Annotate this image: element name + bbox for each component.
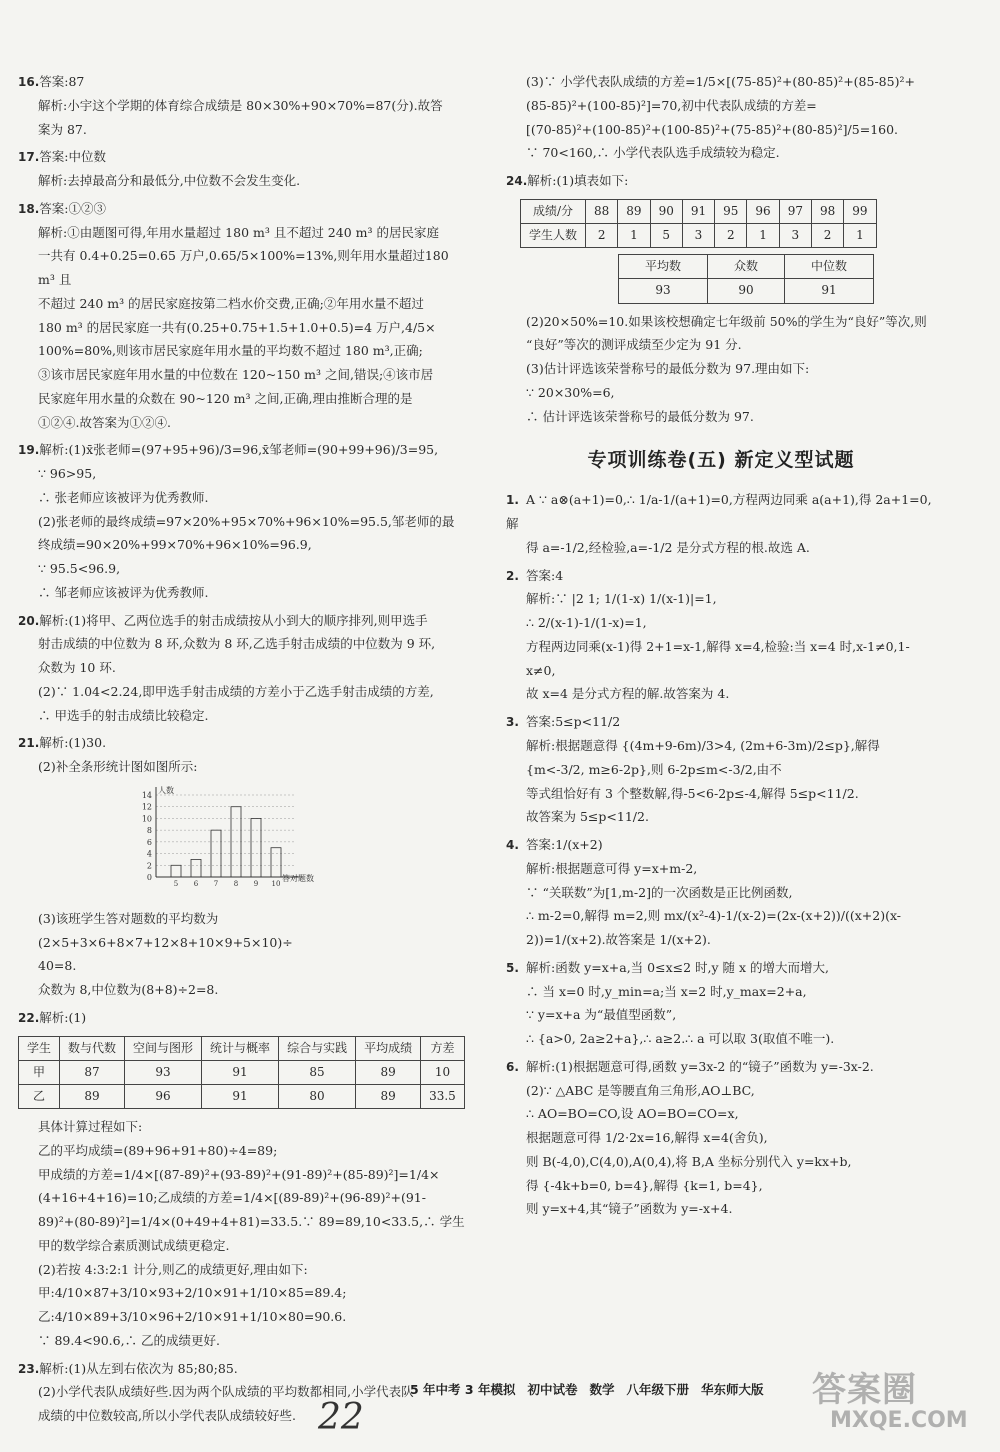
line-text: 100%=80%,则该市居民家庭年用水量的平均数不超过 180 m³,正确; xyxy=(38,343,423,359)
text-line xyxy=(18,197,466,221)
table-row xyxy=(19,1060,465,1084)
text-line xyxy=(18,118,466,142)
x-axis-label: 答对题数 xyxy=(282,874,314,884)
line-text: 解析:(1) xyxy=(39,1009,87,1025)
table-row xyxy=(619,279,874,303)
line-text: 答案:中位数 xyxy=(39,149,106,165)
table-cell: 中位数 xyxy=(785,255,874,279)
text-line xyxy=(506,141,936,165)
table-22 xyxy=(18,1036,465,1110)
text-line xyxy=(18,486,466,510)
line-text: ∴ m-2=0,解得 m=2,则 mx/(x²-4)-1/(x-2)=(2x-(x+2))/((x+2)(x-2))=1/(x+2).故答案是 1/(x+2). xyxy=(526,908,902,948)
special-2 xyxy=(506,564,936,707)
table-cell: 10 xyxy=(421,1060,465,1084)
text-line xyxy=(18,169,466,193)
text-line xyxy=(18,533,466,557)
line-text: 解析:小宇这个学期的体育综合成绩是 80×30%+90×70%=87(分).故答 xyxy=(38,97,443,113)
special-5 xyxy=(506,956,936,1051)
line-text: 根据题意可得 1/2·2x=16,解得 x=4(舍负), xyxy=(526,1130,768,1146)
x-tick-label: 10 xyxy=(271,880,281,889)
y-tick-label: 14 xyxy=(141,791,152,801)
text-line xyxy=(18,1404,466,1428)
line-text: 甲成绩的方差=1/4×[(87-89)²+(93-89)²+(91-89)²+(85-89)²]=1/4× xyxy=(38,1166,440,1182)
line-text: “良好”等次的测评成绩至少定为 91 分. xyxy=(526,337,742,353)
text-line xyxy=(506,169,936,193)
text-line xyxy=(506,310,936,334)
line-text: 得 a=-1/2,经检验,a=-1/2 是分式方程的根.故选 A. xyxy=(526,539,810,555)
text-line xyxy=(506,1197,936,1221)
table-cell: 93 xyxy=(619,279,708,303)
table-cell: 89 xyxy=(618,199,650,223)
text-line xyxy=(18,1380,466,1404)
text-line xyxy=(506,805,936,829)
table-cell: 综合与实践 xyxy=(279,1036,356,1060)
answer-21 xyxy=(18,731,466,779)
text-line xyxy=(506,587,936,611)
table-cell: 3 xyxy=(779,223,811,247)
bar xyxy=(251,818,261,877)
line-text: 解析:函数 y=x+a,当 0≤x≤2 时,y 随 x 的增大而增大, xyxy=(526,959,829,975)
line-text: 解析:①由题图可得,年用水量超过 180 m³ 且不超过 240 m³ 的居民家庭 xyxy=(38,224,439,240)
table-cell: 91 xyxy=(202,1060,279,1084)
footer-item: 5 年中考 3 年模拟 xyxy=(410,1382,516,1397)
x-tick-label: 7 xyxy=(213,880,219,889)
text-line xyxy=(18,1186,466,1210)
footer-item: 初中试卷 xyxy=(527,1382,578,1397)
question-number: 16. xyxy=(18,75,40,89)
line-text: A ∵ a⊗(a+1)=0,∴ 1/a-1/(a+1)=0,方程两边同乘 a(a+1),得 2a+1=0,解 xyxy=(506,492,932,532)
line-text: ∵ “关联数”为[1,m-2]的一次函数是正比例函数, xyxy=(526,884,793,900)
text-line xyxy=(18,978,466,1002)
answer-17 xyxy=(18,145,466,193)
text-line xyxy=(506,357,936,381)
line-text: 解析:(1)根据题意可得,函数 y=3x-2 的“镜子”函数为 y=-3x-2. xyxy=(526,1058,874,1074)
question-number: 6. xyxy=(506,1059,519,1074)
line-text: 众数为 10 环. xyxy=(38,660,116,676)
table-cell: 33.5 xyxy=(421,1084,465,1108)
question-number: 21. xyxy=(18,736,40,751)
footer-item: 华东师大版 xyxy=(701,1382,764,1397)
text-line xyxy=(506,904,936,952)
table-cell: 95 xyxy=(715,199,747,223)
text-line xyxy=(506,118,936,142)
line-text: ∴ 2/(x-1)-1/(1-x)=1, xyxy=(526,615,647,631)
text-line xyxy=(506,710,936,734)
table-cell: 2 xyxy=(715,223,747,247)
text-line xyxy=(506,1150,936,1174)
text-line xyxy=(18,1258,466,1282)
line-text: 方程两边同乘(x-1)得 2+1=x-1,解得 x=4,检验:当 x=4 时,x-1≠0,1-x≠0, xyxy=(526,638,910,678)
text-line xyxy=(506,333,936,357)
text-line xyxy=(18,1305,466,1329)
table-24-frequency xyxy=(520,199,877,248)
table-cell: 1 xyxy=(618,223,650,247)
line-text: (4+16+4+16)=10;乙成绩的方差=1/4×[(89-89)²+(96-89)²+(91- xyxy=(38,1190,426,1206)
table-cell: 2 xyxy=(811,223,843,247)
text-line xyxy=(18,1210,466,1234)
line-text: 答案:1/(x+2) xyxy=(526,837,603,853)
x-tick-label: 8 xyxy=(233,880,239,889)
special-1 xyxy=(506,488,936,559)
line-text: (85-85)²+(100-85)²]=70,初中代表队成绩的方差= xyxy=(526,97,817,113)
text-line xyxy=(506,564,936,588)
table-cell: 88 xyxy=(586,199,618,223)
line-text: ①②④.故答案为①②④. xyxy=(38,414,171,430)
line-text: [(70-85)²+(100-85)²+(100-85)²+(75-85)²+(80-85)²]/5=160. xyxy=(526,121,899,137)
text-line xyxy=(18,510,466,534)
line-text: 解析:(1)x̄张老师=(97+95+96)/3=96,x̄邹老师=(90+99+96)/3=95, xyxy=(39,442,439,458)
table-cell: 89 xyxy=(60,1084,125,1108)
table-cell: 平均数 xyxy=(619,255,708,279)
line-text: 答案:4 xyxy=(526,567,564,583)
table-cell: 平均成绩 xyxy=(356,1036,421,1060)
table-cell: 1 xyxy=(844,223,876,247)
text-line xyxy=(18,145,466,169)
line-text: 解析:(1)将甲、乙两位选手的射击成绩按从小到大的顺序排列,则甲选手 xyxy=(39,612,428,628)
line-text: 不超过 240 m³ 的居民家庭按第二档水价交费,正确;②年用水量不超过 xyxy=(38,295,424,311)
y-tick-label: 4 xyxy=(146,849,152,859)
text-line xyxy=(18,656,466,680)
text-line xyxy=(506,405,936,429)
line-text: (2)小学代表队成绩好些.因为两个队成绩的平均数都相同,小学代表队 xyxy=(38,1384,414,1400)
text-line xyxy=(506,1027,936,1051)
question-number: 17. xyxy=(18,150,40,165)
bar xyxy=(171,865,181,877)
table-cell: 5 xyxy=(650,223,682,247)
text-line xyxy=(18,704,466,728)
text-line xyxy=(18,1006,466,1030)
line-text: 解析:∵ |2 1; 1/(1-x) 1/(x-1)|=1, xyxy=(526,591,717,607)
question-number: 20. xyxy=(18,613,40,628)
table-cell: 80 xyxy=(279,1084,356,1108)
question-number: 4. xyxy=(506,838,519,853)
table-cell: 96 xyxy=(125,1084,202,1108)
table-cell: 空间与图形 xyxy=(125,1036,202,1060)
text-line xyxy=(18,1163,466,1187)
table-row xyxy=(19,1084,465,1108)
table-cell: 统计与概率 xyxy=(202,1036,279,1060)
bar-chart xyxy=(128,783,466,901)
text-line xyxy=(18,1357,466,1381)
text-line xyxy=(18,339,466,363)
y-tick-label: 8 xyxy=(146,826,152,836)
table-cell: 93 xyxy=(125,1060,202,1084)
line-text: (3)该班学生答对题数的平均数为(2×5+3×6+8×7+12×8+10×9+5×10)÷ xyxy=(38,910,293,950)
table-cell: 99 xyxy=(844,199,876,223)
table-cell: 90 xyxy=(708,279,785,303)
line-text: 解析:(1)从左到右依次为 85;80;85. xyxy=(39,1360,238,1376)
watermark-url: MXQE.COM xyxy=(830,1408,968,1433)
text-line xyxy=(506,782,936,806)
question-number: 23. xyxy=(18,1361,40,1376)
text-line xyxy=(506,488,936,536)
line-text: 故答案为 5≤p<11/2. xyxy=(526,809,649,825)
line-text: ∴ 估计评选该荣誉称号的最低分数为 97. xyxy=(526,408,754,424)
bar xyxy=(191,859,201,877)
line-text: ∴ 张老师应该被评为优秀教师. xyxy=(38,489,209,505)
text-line xyxy=(18,1281,466,1305)
text-line xyxy=(506,857,936,881)
line-text: 成绩的中位数较高,所以小学代表队成绩较好些. xyxy=(38,1408,296,1424)
line-text: 答案:5≤p<11/2 xyxy=(526,714,621,730)
text-line xyxy=(18,411,466,435)
y-axis-label: 人数 xyxy=(158,786,174,796)
table-cell: 方差 xyxy=(421,1036,465,1060)
table-cell: 98 xyxy=(811,199,843,223)
table-cell: 成绩/分 xyxy=(521,199,586,223)
table-cell: 众数 xyxy=(708,255,785,279)
text-line xyxy=(18,609,466,633)
text-line xyxy=(506,1174,936,1198)
text-line xyxy=(18,363,466,387)
line-text: ∵ 89.4<90.6,∴ 乙的成绩更好. xyxy=(38,1332,221,1348)
answer-23 xyxy=(18,1357,466,1428)
table-cell: 91 xyxy=(202,1084,279,1108)
line-text: 答案:①②③ xyxy=(39,200,106,216)
answer-21-part3 xyxy=(18,907,466,1002)
question-number: 2. xyxy=(506,568,519,583)
line-text: 具体计算过程如下: xyxy=(38,1119,143,1135)
line-text: 故 x=4 是分式方程的解.故答案为 4. xyxy=(526,686,730,702)
text-line xyxy=(506,1102,936,1126)
line-text: 解析:根据题意可得 y=x+m-2, xyxy=(526,860,698,876)
line-text: ∵ y=x+a 为“最值型函数”, xyxy=(526,1007,677,1023)
text-line xyxy=(18,680,466,704)
text-line xyxy=(506,734,936,782)
line-text: 40=8. xyxy=(38,958,77,974)
text-line xyxy=(18,462,466,486)
y-tick-label: 12 xyxy=(141,802,152,812)
line-text: 等式组恰好有 3 个整数解,得-5<6-2p≤-4,解得 5≤p<11/2. xyxy=(526,785,859,801)
table-cell: 2 xyxy=(586,223,618,247)
text-line xyxy=(506,682,936,706)
line-text: ∴ 邹老师应该被评为优秀教师. xyxy=(38,584,209,600)
table-header-row xyxy=(619,255,874,279)
text-line xyxy=(18,387,466,411)
line-text: 一共有 0.4+0.25=0.65 万户,0.65/5×100%=13%,则年用水量超过180 m³ 且 xyxy=(38,248,449,288)
line-text: (2)∵ 1.04<2.24,即甲选手射击成绩的方差小于乙选手射击成绩的方差, xyxy=(38,683,434,699)
x-tick-label: 6 xyxy=(193,880,199,889)
line-text: ∵ 96>95, xyxy=(38,466,97,482)
text-line xyxy=(18,70,466,94)
line-text: (2)∵ △ABC 是等腰直角三角形,AO⊥BC, xyxy=(526,1082,755,1098)
line-text: ∴ 当 x=0 时,y_min=a;当 x=2 时,y_max=2+a, xyxy=(526,983,807,999)
text-line xyxy=(18,1115,466,1139)
line-text: 乙:4/10×89+3/10×96+2/10×91+1/10×80=90.6. xyxy=(38,1309,347,1325)
line-text: ∵ 70<160,∴ 小学代表队选手成绩较为稳定. xyxy=(526,145,780,161)
table-cell: 1 xyxy=(747,223,779,247)
line-text: 解析:(1)填表如下: xyxy=(527,173,629,188)
line-text: 则 B(-4,0),C(4,0),A(0,4),将 B,A 坐标分别代入 y=kx+b, xyxy=(526,1153,852,1169)
text-line xyxy=(506,1126,936,1150)
x-tick-label: 9 xyxy=(253,880,259,889)
line-text: 解析:去掉最高分和最低分,中位数不会发生变化. xyxy=(38,173,301,189)
line-text: (2)20×50%=10.如果该校想确定七年级前 50%的学生为“良好”等次,则 xyxy=(526,313,927,329)
text-line xyxy=(506,1079,936,1103)
table-cell: 数与代数 xyxy=(60,1036,125,1060)
line-text: 射击成绩的中位数为 8 环,众数为 8 环,乙选手射击成绩的中位数为 9 环, xyxy=(38,636,436,652)
text-line xyxy=(18,316,466,340)
table-cell: 89 xyxy=(356,1084,421,1108)
line-text: 甲:4/10×87+3/10×93+2/10×91+1/10×85=89.4; xyxy=(38,1285,347,1301)
line-text: (3)∵ 小学代表队成绩的方差=1/5×[(75-85)²+(80-85)²+(85-85)²+ xyxy=(526,74,915,89)
line-text: 89)²+(80-89)²]=1/4×(0+49+4+81)=33.5.∵ 89=89,10<33.5,∴ 学生 xyxy=(38,1214,465,1230)
answer-16 xyxy=(18,70,466,141)
answer-19 xyxy=(18,438,466,604)
line-text: (3)估计评选该荣誉称号的最低分数为 97.理由如下: xyxy=(526,361,810,377)
table-cell: 91 xyxy=(682,199,714,223)
table-header-row xyxy=(521,199,877,223)
bar xyxy=(271,848,281,877)
table-header-row xyxy=(19,1036,465,1060)
line-text: 乙的平均成绩=(89+96+91+80)÷4=89; xyxy=(38,1142,278,1158)
line-text: 答案:87 xyxy=(39,74,85,89)
question-number: 24. xyxy=(506,174,528,188)
line-text: ∴ 甲选手的射击成绩比较稳定. xyxy=(38,707,209,723)
question-number: 5. xyxy=(506,960,519,975)
text-line xyxy=(18,954,466,978)
text-line xyxy=(506,94,936,118)
special-3 xyxy=(506,710,936,829)
line-text: 案为 87. xyxy=(38,121,87,137)
question-number: 18. xyxy=(18,201,40,216)
line-text: 解析:根据题意得 {(4m+9-6m)/3>4, (2m+6-3m)/2≤p},解得 {m<-3/2, m≥6-2p},则 6-2p≤m<-3/2,由不 xyxy=(526,738,880,777)
answer-23-part3 xyxy=(506,70,936,165)
footer-item: 数学 xyxy=(589,1382,615,1397)
y-tick-label: 2 xyxy=(146,861,152,871)
line-text: (2)补全条形统计图如图所示: xyxy=(38,759,198,775)
section-title: 专项训练卷(五) 新定义型试题 xyxy=(587,449,855,472)
answer-22 xyxy=(18,1006,466,1030)
text-line xyxy=(18,557,466,581)
text-line xyxy=(506,980,936,1004)
text-line xyxy=(506,536,936,560)
line-text: ∴ {a>0, 2a≥2+a},∴ a≥2.∴ a 可以取 3(取值不唯一). xyxy=(526,1031,835,1047)
table-cell: 96 xyxy=(747,199,779,223)
y-tick-label: 10 xyxy=(141,814,152,824)
footer-item: 八年级下册 xyxy=(626,1382,689,1397)
text-line xyxy=(18,292,466,316)
text-line xyxy=(506,635,936,683)
table-cell: 学生 xyxy=(19,1036,60,1060)
text-line xyxy=(506,881,936,905)
text-line xyxy=(506,1055,936,1079)
line-text: 180 m³ 的居民家庭一共有(0.25+0.75+1.5+1.0+0.5)=4 万户,4/5× xyxy=(38,319,436,335)
line-text: (2)若按 4:3:2:1 计分,则乙的成绩更好,理由如下: xyxy=(38,1261,308,1277)
line-text: 终成绩=90×20%+99×70%+96×10%=96.9, xyxy=(38,537,312,553)
special-4 xyxy=(506,833,936,952)
table-cell: 89 xyxy=(356,1060,421,1084)
special-6 xyxy=(506,1055,936,1221)
y-tick-label: 6 xyxy=(146,837,152,847)
text-line xyxy=(506,956,936,980)
line-text: 解析:(1)30. xyxy=(39,735,107,751)
handwritten-page-number: 22 xyxy=(318,1397,364,1438)
text-line xyxy=(18,1329,466,1353)
text-line xyxy=(18,244,466,292)
text-line xyxy=(506,611,936,635)
line-text: ∴ AO=BO=CO,设 AO=BO=CO=x, xyxy=(526,1106,739,1122)
table-cell: 3 xyxy=(682,223,714,247)
text-line xyxy=(506,381,936,405)
table-cell: 甲 xyxy=(19,1060,60,1084)
line-text: 得 {-4k+b=0, b=4},解得 {k=1, b=4}, xyxy=(526,1177,763,1193)
answer-20 xyxy=(18,609,466,728)
left-column xyxy=(18,70,466,1432)
table-cell: 97 xyxy=(779,199,811,223)
text-line xyxy=(18,632,466,656)
table-cell: 91 xyxy=(785,279,874,303)
table-cell: 85 xyxy=(279,1060,356,1084)
text-line xyxy=(506,833,936,857)
line-text: ③该市居民家庭年用水量的中位数在 120~150 m³ 之间,错误;④该市居 xyxy=(38,367,434,383)
table-row xyxy=(521,223,877,247)
table-24-stats xyxy=(618,254,874,303)
answer-24 xyxy=(506,169,936,193)
text-line xyxy=(18,438,466,462)
text-line xyxy=(506,70,936,94)
line-text: (2)张老师的最终成绩=97×20%+95×70%+96×10%=95.5,邹老师的最 xyxy=(38,513,455,529)
text-line xyxy=(18,1139,466,1163)
question-number: 1. xyxy=(506,493,519,508)
table-cell: 87 xyxy=(60,1060,125,1084)
line-text: ∵ 95.5<96.9, xyxy=(38,561,121,577)
line-text: 甲的数学综合素质测试成绩更稳定. xyxy=(38,1237,230,1253)
table-cell: 学生人数 xyxy=(521,223,586,247)
question-number: 22. xyxy=(18,1010,40,1025)
line-text: ∵ 20×30%=6, xyxy=(526,384,615,400)
answer-24-details xyxy=(506,310,936,429)
text-line xyxy=(506,1003,936,1027)
answer-18 xyxy=(18,197,466,435)
x-tick-label: 5 xyxy=(173,880,179,889)
line-text: 众数为 8,中位数为(8+8)÷2=8. xyxy=(38,982,219,998)
bar-chart-svg xyxy=(128,783,328,893)
line-text: 则 y=x+4,其“镜子”函数为 y=-x+4. xyxy=(526,1201,733,1217)
text-line xyxy=(18,221,466,245)
answer-22-details xyxy=(18,1115,466,1353)
right-column xyxy=(506,70,936,1225)
line-text: 民家庭年用水量的众数在 90~120 m³ 之间,正确,理由推断合理的是 xyxy=(38,390,413,406)
text-line xyxy=(18,731,466,755)
text-line xyxy=(18,755,466,779)
text-line xyxy=(18,581,466,605)
watermark-logo: 答案圈 xyxy=(812,1370,917,1410)
text-line xyxy=(18,1234,466,1258)
text-line xyxy=(18,94,466,118)
table-cell: 90 xyxy=(650,199,682,223)
table-cell: 乙 xyxy=(19,1084,60,1108)
text-line xyxy=(18,907,466,955)
question-number: 3. xyxy=(506,715,519,730)
y-tick-label: 0 xyxy=(146,873,152,883)
question-number: 19. xyxy=(18,443,40,458)
